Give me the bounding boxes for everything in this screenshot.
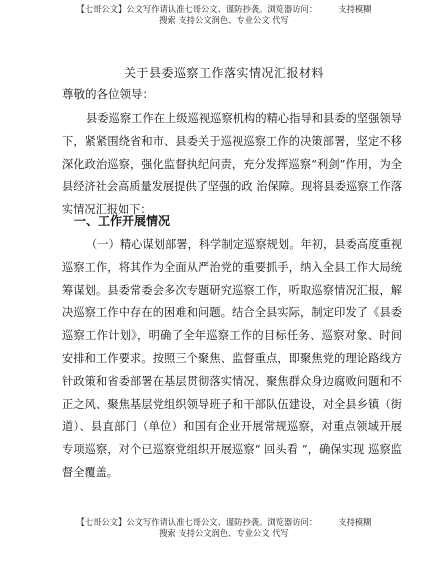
footer-suffix: 支持模糊 [338, 517, 372, 527]
document-title: 关于县委巡察工作落实情况汇报材料 [123, 66, 324, 80]
page-header [0, 4, 448, 26]
intro-paragraph: 县委巡察工作在上级巡视巡察机构的精心指导和县委的坚强领导下，紧紧围绕省和市、县委关于巡视巡察工作的决策部署，坚定不移深化政治巡察，强化监督执纪问责，充分发挥巡察“利剑”作用，为全县经济社会高质量发展提供了坚强的政 治保障。现将县委巡察工作落实情况汇报如下： [62, 112, 402, 217]
header-line-1 [0, 4, 448, 15]
salutation: 尊敬的各位领导： [62, 87, 154, 101]
footer-line-1 [0, 517, 448, 528]
header-line-2: 搜索 支持公文润色、专业公文 代写 [159, 15, 289, 25]
footer-line-2: 搜索 支持公文润色、专业公文 代写 [159, 528, 289, 538]
section-paragraph: （一）精心谋划部署，科学制定巡察规划。年初，县委高度重视巡察工作，将其作为全面从严治党的重要抓手，纳入全县工作大局统筹谋划。县委常委会多次专题研究巡察工作，听取巡察情况汇报，解决巡察工作中存在的困难和问题。结合全县实际，制定印发了《县委巡察工作计划》，明确了全年巡察工作的目标任务、巡察对象、时间安排和工作要求。按照三个聚焦、监督重点，即聚焦党的理论路线方针政策和省委部署在基层贯彻落实情况、聚焦群众身边腐败问题和不正之风、聚焦基层党组织领导班子和干部队伍建设，对全县乡镇（街道）、县直部门（单位）和国有企业开展常规巡察，对重点领域开展专项巡察，对个已巡察党组织开展巡察“ 回头看 ”，确保实现 巡察监督全覆盖。 [62, 238, 402, 479]
header-text: 【七哥公文】公文写作请认准七哥公文、谨防抄袭。浏览器访问： [76, 4, 318, 14]
footer-text: 【七哥公文】公文写作请认准七哥公文、谨防抄袭。浏览器访问： [76, 517, 318, 527]
page-footer [0, 517, 448, 539]
section-heading: 一、工作开展情况 [74, 214, 171, 228]
header-suffix: 支持模糊 [338, 4, 372, 14]
